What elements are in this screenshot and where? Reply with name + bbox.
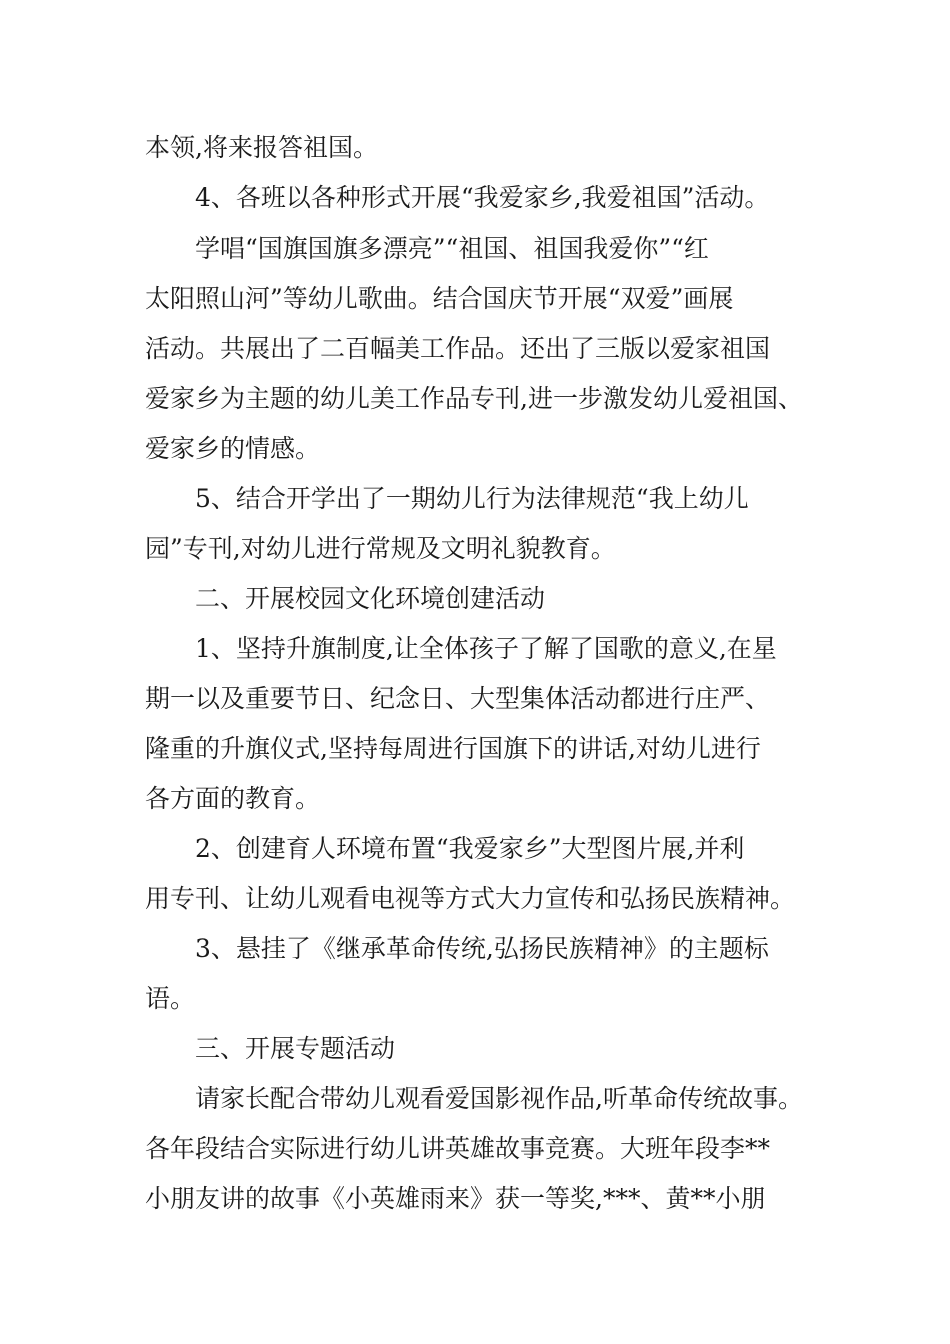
text-line: 3、悬挂了《继承革命传统,弘扬民族精神》的主题标 — [195, 934, 769, 963]
text-line: 学唱“国旗国旗多漂亮”“祖国、祖国我爱你”“红 — [195, 234, 709, 263]
text-line: 用专刊、让幼儿观看电视等方式大力宣传和弘扬民族精神。 — [145, 884, 796, 913]
text-line: 4、各班以各种形式开展“我爱家乡,我爱祖国”活动。 — [195, 183, 770, 212]
text-line: 1、坚持升旗制度,让全体孩子了解了国歌的意义,在星 — [195, 634, 777, 663]
section-heading: 三、开展专题活动 — [195, 1034, 396, 1063]
text-line: 小朋友讲的故事《小英雄雨来》获一等奖,***、黄**小朋 — [145, 1184, 766, 1213]
section-heading: 二、开展校园文化环境创建活动 — [195, 584, 546, 613]
text-line: 各方面的教育。 — [145, 784, 321, 813]
text-line: 本领,将来报答祖国。 — [145, 133, 378, 162]
text-line: 2、创建育人环境布置“我爱家乡”大型图片展,并利 — [195, 834, 745, 863]
text-line: 期一以及重要节日、纪念日、大型集体活动都进行庄严、 — [145, 684, 771, 713]
text-line: 请家长配合带幼儿观看爱国影视作品,听革命传统故事。 — [195, 1084, 803, 1113]
text-line: 爱家乡的情感。 — [145, 434, 321, 463]
text-line: 园”专刊,对幼儿进行常规及文明礼貌教育。 — [145, 534, 616, 563]
text-line: 5、结合开学出了一期幼儿行为法律规范“我上幼儿 — [195, 484, 749, 513]
text-line: 爱家乡为主题的幼儿美工作品专刊,进一步激发幼儿爱祖国、 — [145, 384, 803, 413]
text-line: 各年段结合实际进行幼儿讲英雄故事竞赛。大班年段李** — [145, 1134, 771, 1163]
text-line: 语。 — [145, 984, 196, 1013]
text-line: 太阳照山河”等幼儿歌曲。结合国庆节开展“双爱”画展 — [145, 284, 734, 313]
text-line: 活动。共展出了二百幅美工作品。还出了三版以爱家祖国 — [145, 334, 771, 363]
text-line: 隆重的升旗仪式,坚持每周进行国旗下的讲话,对幼儿进行 — [145, 734, 761, 763]
